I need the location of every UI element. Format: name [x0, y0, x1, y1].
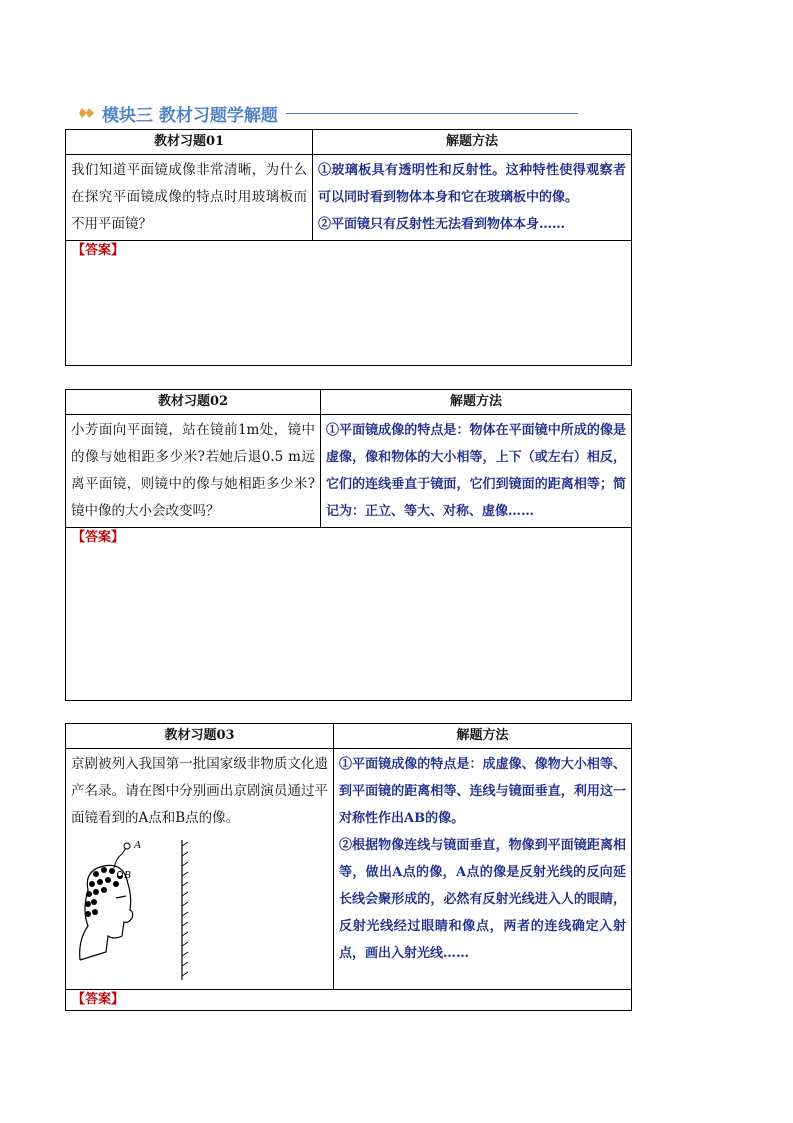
answer-area[interactable]: [66, 528, 632, 701]
opera-performer-figure: [74, 840, 224, 980]
diamond-arrows-icon: [78, 106, 96, 120]
point-b-label: B: [124, 869, 131, 881]
exercise-title: 教材习题01: [66, 130, 313, 155]
method-step: ②平面镜只有反射性无法看到物体本身……: [318, 217, 566, 232]
method-cell: [321, 415, 632, 528]
method-cell: [313, 155, 632, 241]
exercise-title: 教材习题03: [66, 724, 334, 749]
question-cell: [66, 415, 321, 528]
answer-label: 【答案】: [72, 530, 125, 545]
exercise-title: 教材习题02: [66, 390, 321, 415]
question-text: 我们知道平面镜成像非常清晰，为什么在探究平面镜成像的特点时用玻璃板而不用平面镜？: [71, 162, 307, 232]
answer-label: 【答案】: [72, 992, 125, 1007]
module-header: [78, 100, 578, 126]
method-header: 解题方法: [313, 130, 632, 155]
method-header: 解题方法: [321, 390, 632, 415]
method-step: ①平面镜成像的特点是：物体在平面镜中所成的像是虚像，像和物体的大小相等，上下（或左右）相反，它们的连线垂直于镜面，它们到镜面的距离相等；简记为：正立、等大、对称、虚像……: [326, 423, 626, 519]
opera-mirror-figure: [66, 834, 333, 984]
question-text: 京剧被列入我国第一批国家级非物质文化遗产名录。请在图中分别画出京剧演员通过平面镜看到的A点和B点的像。: [71, 756, 328, 826]
method-header: 解题方法: [334, 724, 632, 749]
method-step: ①平面镜成像的特点是：成虚像、像物大小相等、到平面镜的距离相等、连线与镜面垂直，利用这一对称性作出AB的像。: [339, 757, 626, 826]
exercise-table-2: [65, 389, 632, 701]
method-step: ①玻璃板具有透明性和反射性。这种特性使得观察者可以同时看到物体本身和它在玻璃板中的像。: [318, 163, 626, 205]
answer-area[interactable]: [66, 241, 632, 366]
exercise-table-1: [65, 129, 632, 366]
question-text: 小芳面向平面镜，站在镜前1m处，镜中的像与她相距多少米?若她后退0.5 m远离平面镜，则镜中的像与她相距多少米?镜中像的大小会改变吗？: [71, 422, 315, 519]
question-cell: [66, 749, 334, 990]
method-cell: [334, 749, 632, 990]
point-a-label: A: [134, 840, 141, 851]
answer-label: 【答案】: [72, 243, 125, 258]
answer-area[interactable]: [66, 990, 632, 1011]
method-step: ②根据物像连线与镜面垂直，物像到平面镜距离相等，做出A点的像，A点的像是反射光线的反向延长线会聚形成的，必然有反射光线进入人的眼睛，反射光线经过眼睛和像点，两者的连线确定入射点，画出入射光线……: [339, 838, 626, 961]
question-cell: [66, 155, 313, 241]
exercise-table-3: [65, 723, 632, 1011]
module-title: 模块三 教材习题学解题: [102, 105, 278, 126]
header-divider: [286, 113, 578, 114]
